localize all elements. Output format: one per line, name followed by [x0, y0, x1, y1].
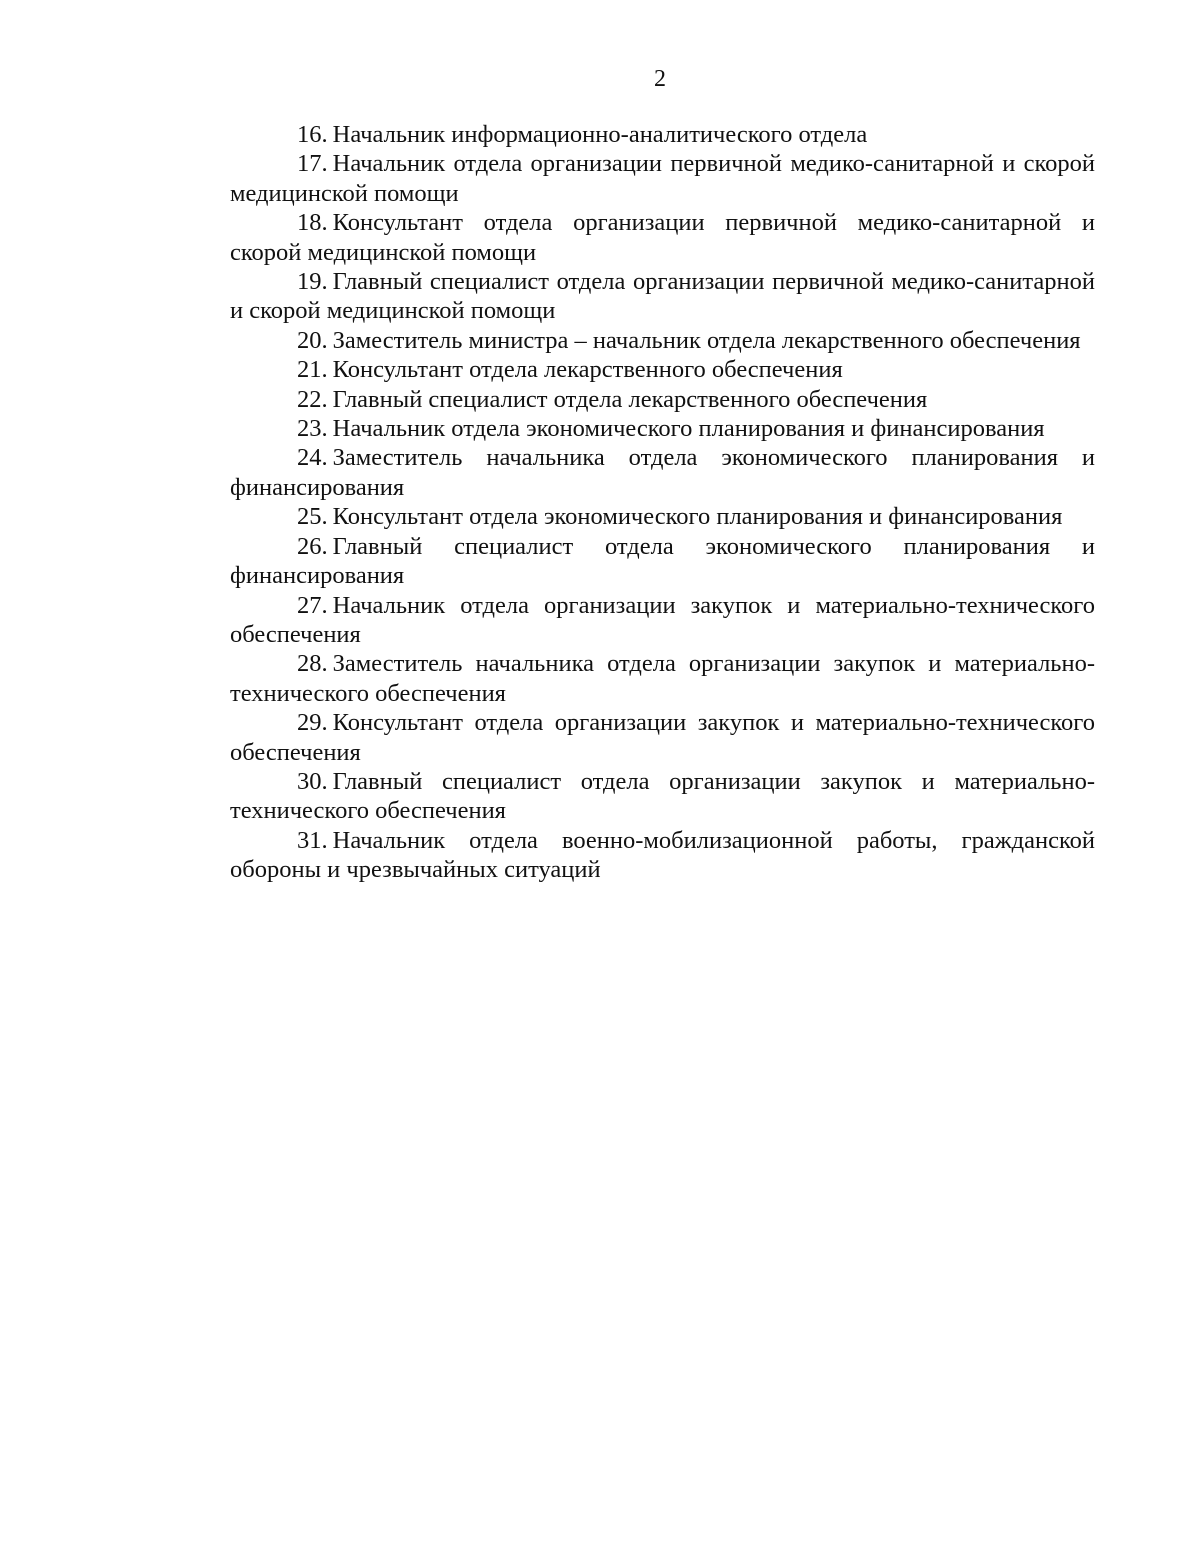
item-number: 24. — [297, 444, 328, 472]
item-number: 19. — [297, 268, 328, 296]
item-text: Начальник отдела организации закупок и материально-технического обеспечения — [230, 591, 1095, 648]
item-text: Заместитель министра – начальник отдела лекарственного обеспечения — [332, 326, 1081, 354]
list-item — [230, 326, 1095, 355]
item-text: Заместитель начальника отдела экономического планирования и финансирования — [230, 444, 1095, 501]
list-item — [230, 649, 1095, 708]
item-number: 27. — [297, 591, 328, 619]
item-text: Главный специалист отдела лекарственного обеспечения — [332, 385, 928, 413]
item-number: 20. — [297, 326, 328, 354]
list-item — [230, 385, 1095, 414]
page-number: 2 — [654, 66, 666, 92]
item-number: 23. — [297, 415, 328, 443]
list-item — [230, 591, 1095, 650]
list-item — [230, 208, 1095, 267]
item-number: 17. — [297, 150, 328, 178]
list-item — [230, 502, 1095, 531]
item-number: 16. — [297, 121, 328, 148]
item-text: Главный специалист отдела экономического планирования и финансирования — [230, 532, 1095, 590]
list-item — [230, 120, 1095, 149]
item-text: Консультант отдела организации закупок и материально-технического обеспечения — [230, 709, 1095, 766]
item-text: Консультант отдела экономического планирования и финансирования — [332, 503, 1063, 531]
list-item — [230, 767, 1095, 826]
list-item — [230, 532, 1095, 591]
item-number: 30. — [297, 767, 328, 795]
item-text: Консультант отдела организации первичной медико-санитарной и скорой медицинской помощи — [230, 209, 1095, 266]
item-text: Главный специалист отдела организации закупок и материально-технического обеспечения — [230, 767, 1095, 825]
list-item — [230, 267, 1095, 326]
list-item — [230, 414, 1095, 443]
position-list — [230, 120, 1095, 885]
item-number: 21. — [297, 356, 328, 384]
item-text: Начальник информационно-аналитического отдела — [332, 121, 868, 148]
item-text: Консультант отдела лекарственного обеспечения — [332, 356, 843, 384]
item-text: Начальник отдела организации первичной медико-санитарной и скорой медицинской помощи — [230, 150, 1095, 207]
list-item — [230, 708, 1095, 767]
list-item — [230, 355, 1095, 384]
item-text: Начальник отдела экономического планирования и финансирования — [332, 415, 1045, 443]
item-number: 25. — [297, 503, 328, 531]
item-number: 26. — [297, 532, 328, 560]
item-number: 31. — [297, 826, 328, 854]
list-item — [230, 149, 1095, 208]
list-item — [230, 826, 1095, 885]
item-number: 29. — [297, 709, 328, 737]
item-text: Начальник отдела военно-мобилизационной работы, гражданской обороны и чрезвычайных ситуаций — [230, 826, 1095, 884]
item-number: 22. — [297, 385, 328, 413]
item-text: Заместитель начальника отдела организации закупок и материально-технического обеспечения — [230, 650, 1095, 707]
item-number: 18. — [297, 209, 328, 237]
item-text: Главный специалист отдела организации первичной медико-санитарной и скорой медицинской помощи — [230, 268, 1095, 325]
list-item — [230, 443, 1095, 502]
item-number: 28. — [297, 650, 328, 678]
